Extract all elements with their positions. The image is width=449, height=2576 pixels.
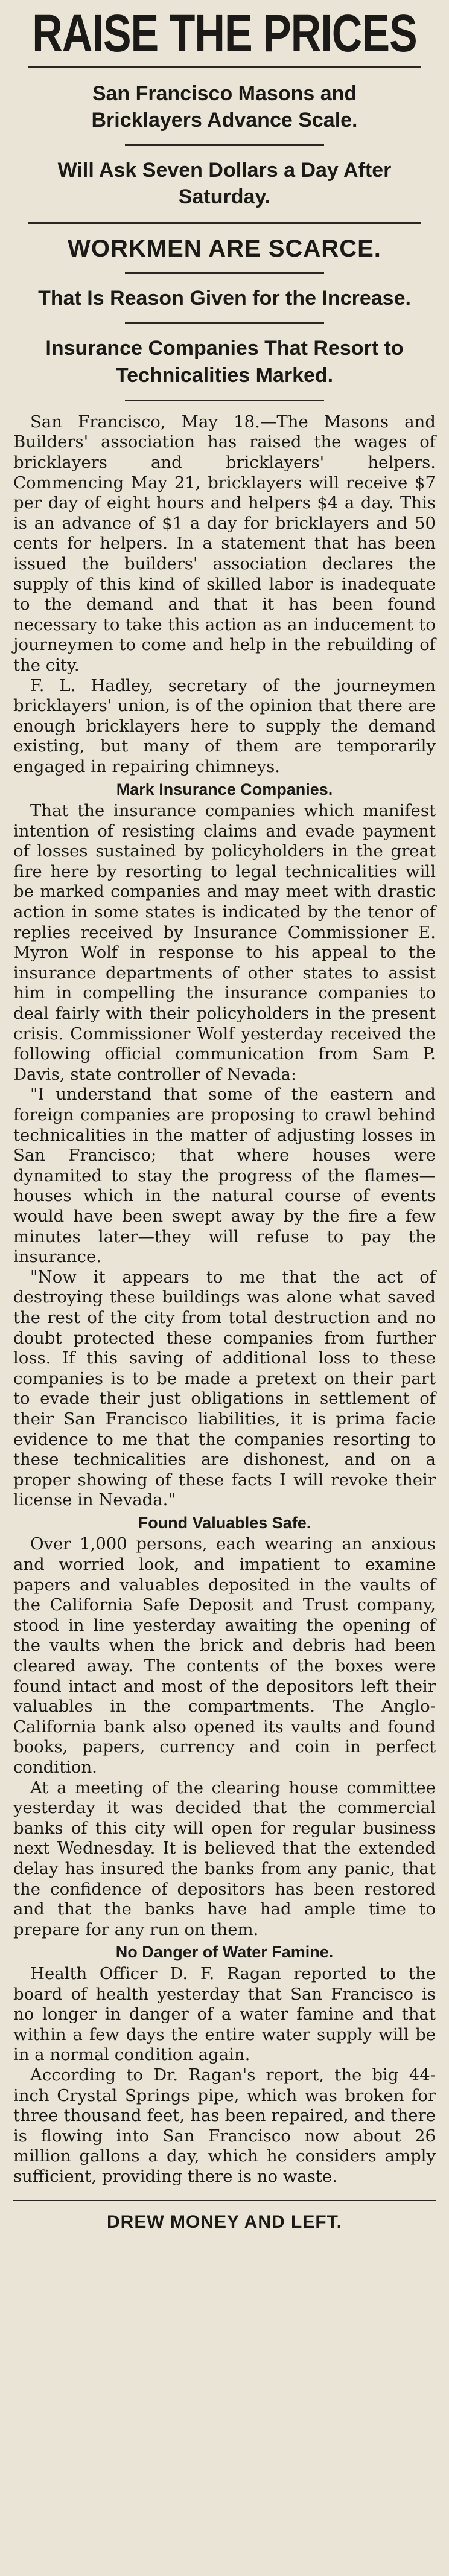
paragraph: That the insurance companies which manifest intention of resisting claims and evade payment of losses sustained by policyholders in the great fire here by resorting to legal technicalities will be marked companies and may meet with drastic action in some states is indicated by the tenor of replies received by Insurance Commissioner E. Myron Wolf in response to his appeal to the insurance departments of other states to assist him in compelling the insurance companies to deal fairly with their policyholders in the present crisis. Commissioner Wolf yesterday received the following official communication from Sam P. Davis, state controller of Nevada: bbox=[13, 801, 436, 1084]
deck-4: That Is Reason Given for the Increase. bbox=[38, 287, 411, 310]
deck-3: WORKMEN ARE SCARCE. bbox=[68, 235, 381, 263]
divider bbox=[28, 222, 421, 224]
divider bbox=[125, 144, 324, 146]
divider bbox=[125, 272, 324, 274]
paragraph: According to Dr. Ragan's report, the big 44-inch Crystal Springs pipe, which was broken for three thousand feet, has been repaired, and there is flowing into San Francisco now about 26 million gallons a day, which he considers amply sufficient, providing there is no waste. bbox=[13, 2065, 436, 2186]
paragraph: At a meeting of the clearing house committee yesterday it was decided that the commercial banks of this city will open for regular business next Wednesday. It is believed that the extended delay has insured the banks from any panic, that the confidence of depositors has been restored and that the banks have had ample time to prepare for any run on them. bbox=[13, 1777, 436, 1939]
divider bbox=[125, 322, 324, 324]
paragraph: F. L. Hadley, secretary of the journeymen bricklayers' union, is of the opinion that there are enough bricklayers here to supply the demand existing, but many of them are temporarily engaged in repairing chimneys. bbox=[13, 675, 436, 776]
paragraph: Over 1,000 persons, each wearing an anxious and worried look, and impatient to examine papers and valuables deposited in the vaults of the California Safe Deposit and Trust company, stood in line yesterday awaiting the opening of the vaults when the brick and debris had been cleared away. The contents of the boxes were found intact and most of the depositors left their valuables in the compartments. The Anglo-California bank also opened its vaults and found books, papers, currency and coin in perfect condition. bbox=[13, 1534, 436, 1777]
article-body bbox=[13, 412, 436, 2187]
divider bbox=[13, 2200, 436, 2201]
divider bbox=[28, 66, 421, 68]
deck-5: Insurance Companies That Resort to Technicalities Marked. bbox=[45, 337, 404, 387]
subhead-water: No Danger of Water Famine. bbox=[115, 1943, 334, 1962]
paragraph: "I understand that some of the eastern and foreign companies are proposing to crawl behind technicalities in the matter of adjusting losses in San Francisco; that where houses were dynamited to stay the progress of the flames—houses which in the natural course of events would have been swept away by the fire a few minutes later—they will refuse to pay the insurance. bbox=[13, 1085, 436, 1267]
paragraph: San Francisco, May 18.—The Masons and Builders' association has raised the wages of bricklayers and bricklayers' helpers. Commencing May 21, bricklayers will receive $7 per day of eight hours and helpers $4 a day. This is an advance of $1 a day for bricklayers and 50 cents for helpers. In a statement that has been issued the builders' association declares the supply of this kind of skilled labor is inadequate to the demand and that it has been found necessary to take this action as an inducement to journeymen to come and help in the rebuilding of the city. bbox=[13, 412, 436, 675]
main-headline: RAISE THE PRICES bbox=[32, 4, 417, 63]
deck-1: San Francisco Masons and Bricklayers Advance Scale. bbox=[91, 81, 358, 132]
paragraph: Health Officer D. F. Ragan reported to the board of health yesterday that San Francisco is no longer in danger of a water famine and that within a few days the entire water supply will be in a normal condition again. bbox=[13, 1963, 436, 2065]
divider bbox=[125, 400, 324, 401]
paragraph: "Now it appears to me that the act of destroying these buildings was alone what saved the rest of the city from total destruction and no doubt protected these companies from further loss. If this saving of additional loss to these companies is to be made a pretext on their part to evade their just obligations in settlement of their San Francisco liabilities, it is prima facie evidence to me that the companies resorting to these technicalities are dishonest, and on a proper showing of these facts I will revoke their license in Nevada." bbox=[13, 1267, 436, 1510]
deck-2: Will Ask Seven Dollars a Day After Saturday. bbox=[57, 158, 392, 209]
next-article-headline: DREW MONEY AND LEFT. bbox=[106, 2212, 342, 2233]
subhead-insurance: Mark Insurance Companies. bbox=[116, 780, 333, 799]
subhead-valuables: Found Valuables Safe. bbox=[138, 1513, 311, 1532]
